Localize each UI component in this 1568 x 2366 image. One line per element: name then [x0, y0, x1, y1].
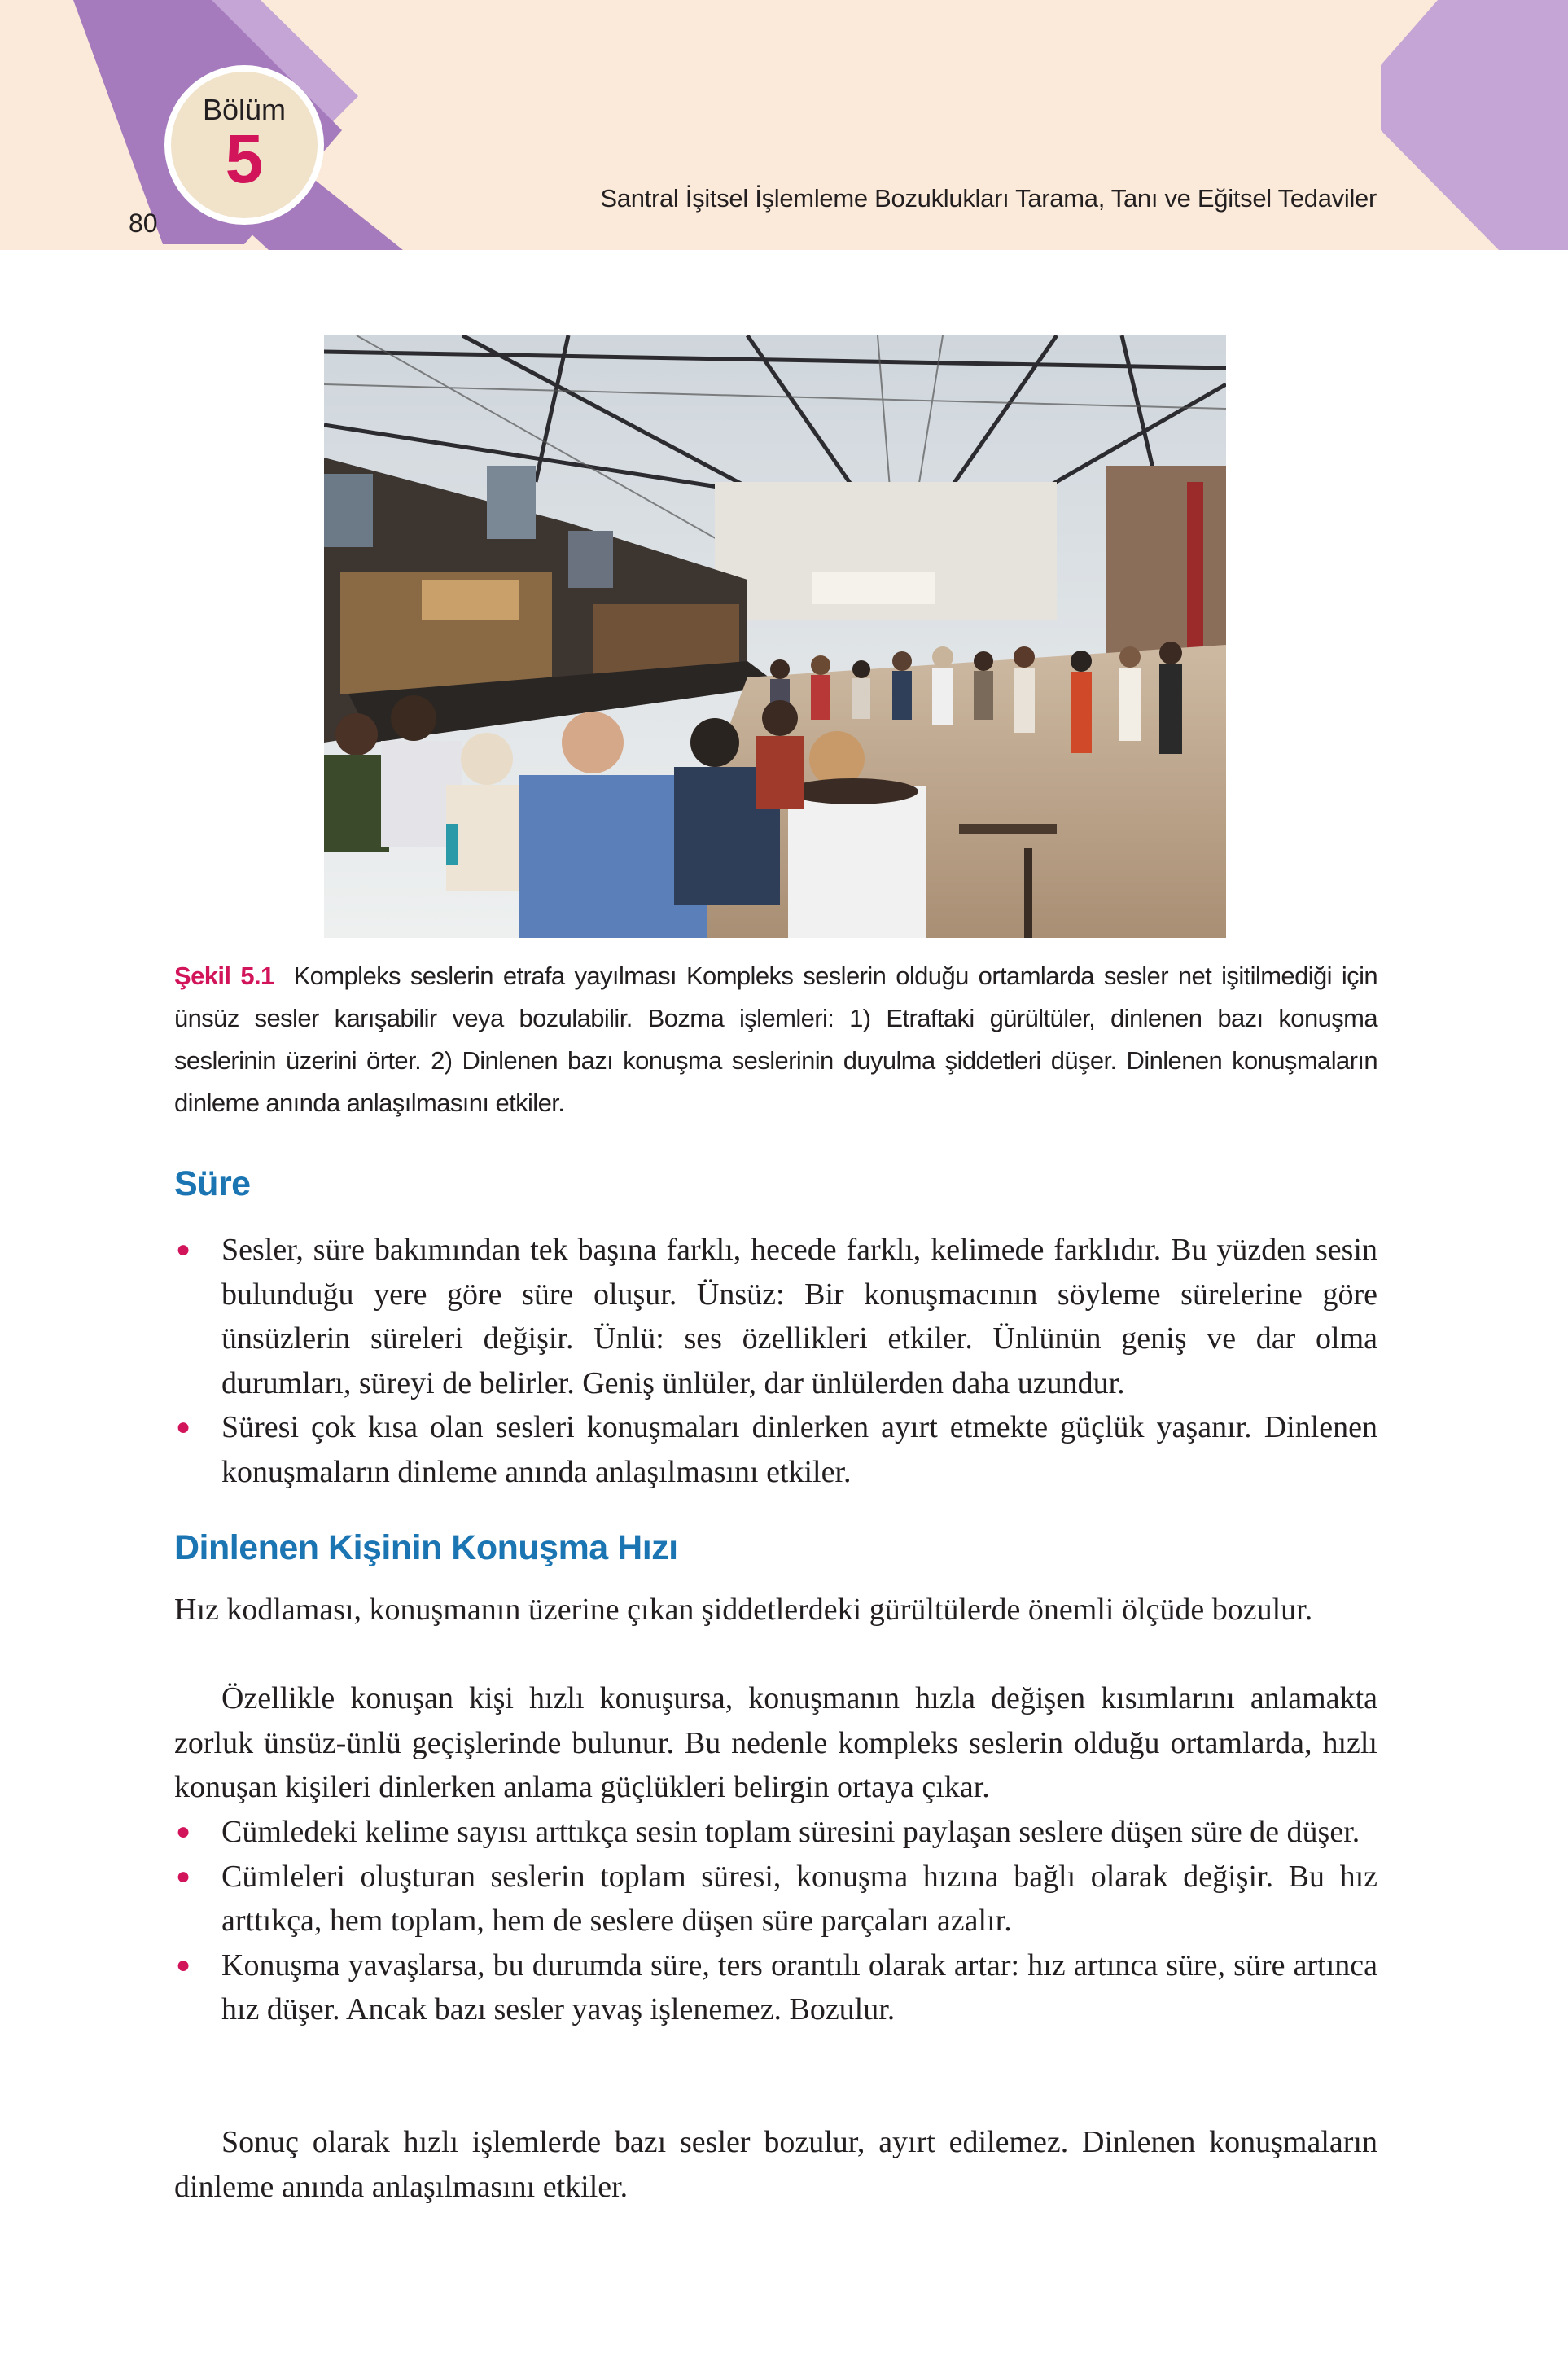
body-paragraph: Özellikle konuşan kişi hızlı konuşursa, konuşmanın hızla değişen kısımlarını anlamakta zorluk ünsüz-ünlü geçişlerinde bulunur. Bu nedenle kompleks seslerin olduğu ortamlarda, hızlı konuşan kişileri dinlerken anlama güçlükleri belirgin ortaya çıkar. [174, 1681, 1377, 1804]
list-item [174, 1228, 1377, 1405]
list-item [174, 1810, 1377, 1855]
bullet-text: Süresi çok kısa olan sesleri konuşmaları dinlerken ayırt etmekte güçlük yaşanır. Dinlenen konuşmaların dinleme anında anlaşılmasını etkiler. [221, 1410, 1377, 1489]
bullet-icon: ● [176, 1413, 191, 1440]
chapter-badge [164, 65, 324, 225]
bullet-text: Sesler, süre bakımından tek başına farklı, hecede farklı, kelimede farklıdır. Bu yüzden sesin bulunduğu yere göre süre oluşur. Ünsüz: Bir konuşmacının söyleme sürelerine göre ünsüzlerin süreleri değişir. Ünlü: ses özellikleri etkiler. Ünlünün geniş ve dar olma durumları, süreyi de belirler. Geniş ünlüler, dar ünlülerden daha uzundur. [221, 1233, 1377, 1400]
chapter-label: Bölüm [202, 93, 287, 126]
page-number: 80 [129, 208, 158, 238]
section-heading-sure: Süre [174, 1164, 251, 1203]
list-item [174, 1943, 1377, 2032]
bullet-icon: ● [176, 1818, 191, 1845]
list-item [174, 1405, 1377, 1494]
hiz-bullet-list [174, 1810, 1377, 2032]
figure-caption-text: Kompleks seslerin etrafa yayılması Kompleks seslerin olduğu ortamlarda sesler net işitilmediği için ünsüz sesler karışabilir veya bozulabilir. Bozma işlemleri: 1) Etraftaki gürültüler, dinlenen bazı konuşma seslerinin üzerini örter. 2) Dinlenen bazı konuşma seslerinin duyulma şiddetleri düşer. Dinlenen konuşmaların dinleme anında anlaşılmasını etkiler. [174, 962, 1378, 1117]
figure-label: Şekil 5.1 [174, 962, 274, 990]
sure-bullet-list [174, 1228, 1377, 1494]
bullet-icon: ● [176, 1236, 191, 1263]
corner-tab-decoration [1356, 0, 1568, 250]
bullet-text: Cümledeki kelime sayısı arttıkça sesin toplam süresini paylaşan seslere düşen süre de düşer. [221, 1815, 1360, 1849]
section-heading-konusma-hizi: Dinlenen Kişinin Konuşma Hızı [174, 1528, 678, 1567]
intro-paragraph: Hız kodlaması, konuşmanın üzerine çıkan şiddetlerdeki gürültülerde önemli ölçüde bozulur. [174, 1593, 1313, 1627]
bullet-text: Konuşma yavaşlarsa, bu durumda süre, ters orantılı olarak artar: hız artınca süre, süre artınca hız düşer. Ancak bazı sesler yavaş işlenemez. Bozulur. [221, 1948, 1377, 2026]
food-hall-photo [324, 335, 1226, 938]
conclusion-paragraph: Sonuç olarak hızlı işlemlerde bazı sesler bozulur, ayırt edilemez. Dinlenen konuşmaların dinleme anında anlaşılmasını etkiler. [174, 2125, 1377, 2204]
bullet-text: Cümleleri oluşturan seslerin toplam süresi, konuşma hızına bağlı olarak değişir. Bu hız arttıkça, hem toplam, hem de seslere düşen süre parçaları azalır. [221, 1859, 1377, 1938]
chapter-number: 5 [225, 120, 264, 197]
bullet-icon: ● [176, 1951, 191, 1978]
running-title: Santral İşitsel İşlemleme Bozuklukları Tarama, Tanı ve Eğitsel Tedaviler [600, 184, 1377, 213]
list-item [174, 1855, 1377, 1943]
figure-caption [174, 955, 1377, 1124]
bullet-icon: ● [176, 1862, 191, 1890]
